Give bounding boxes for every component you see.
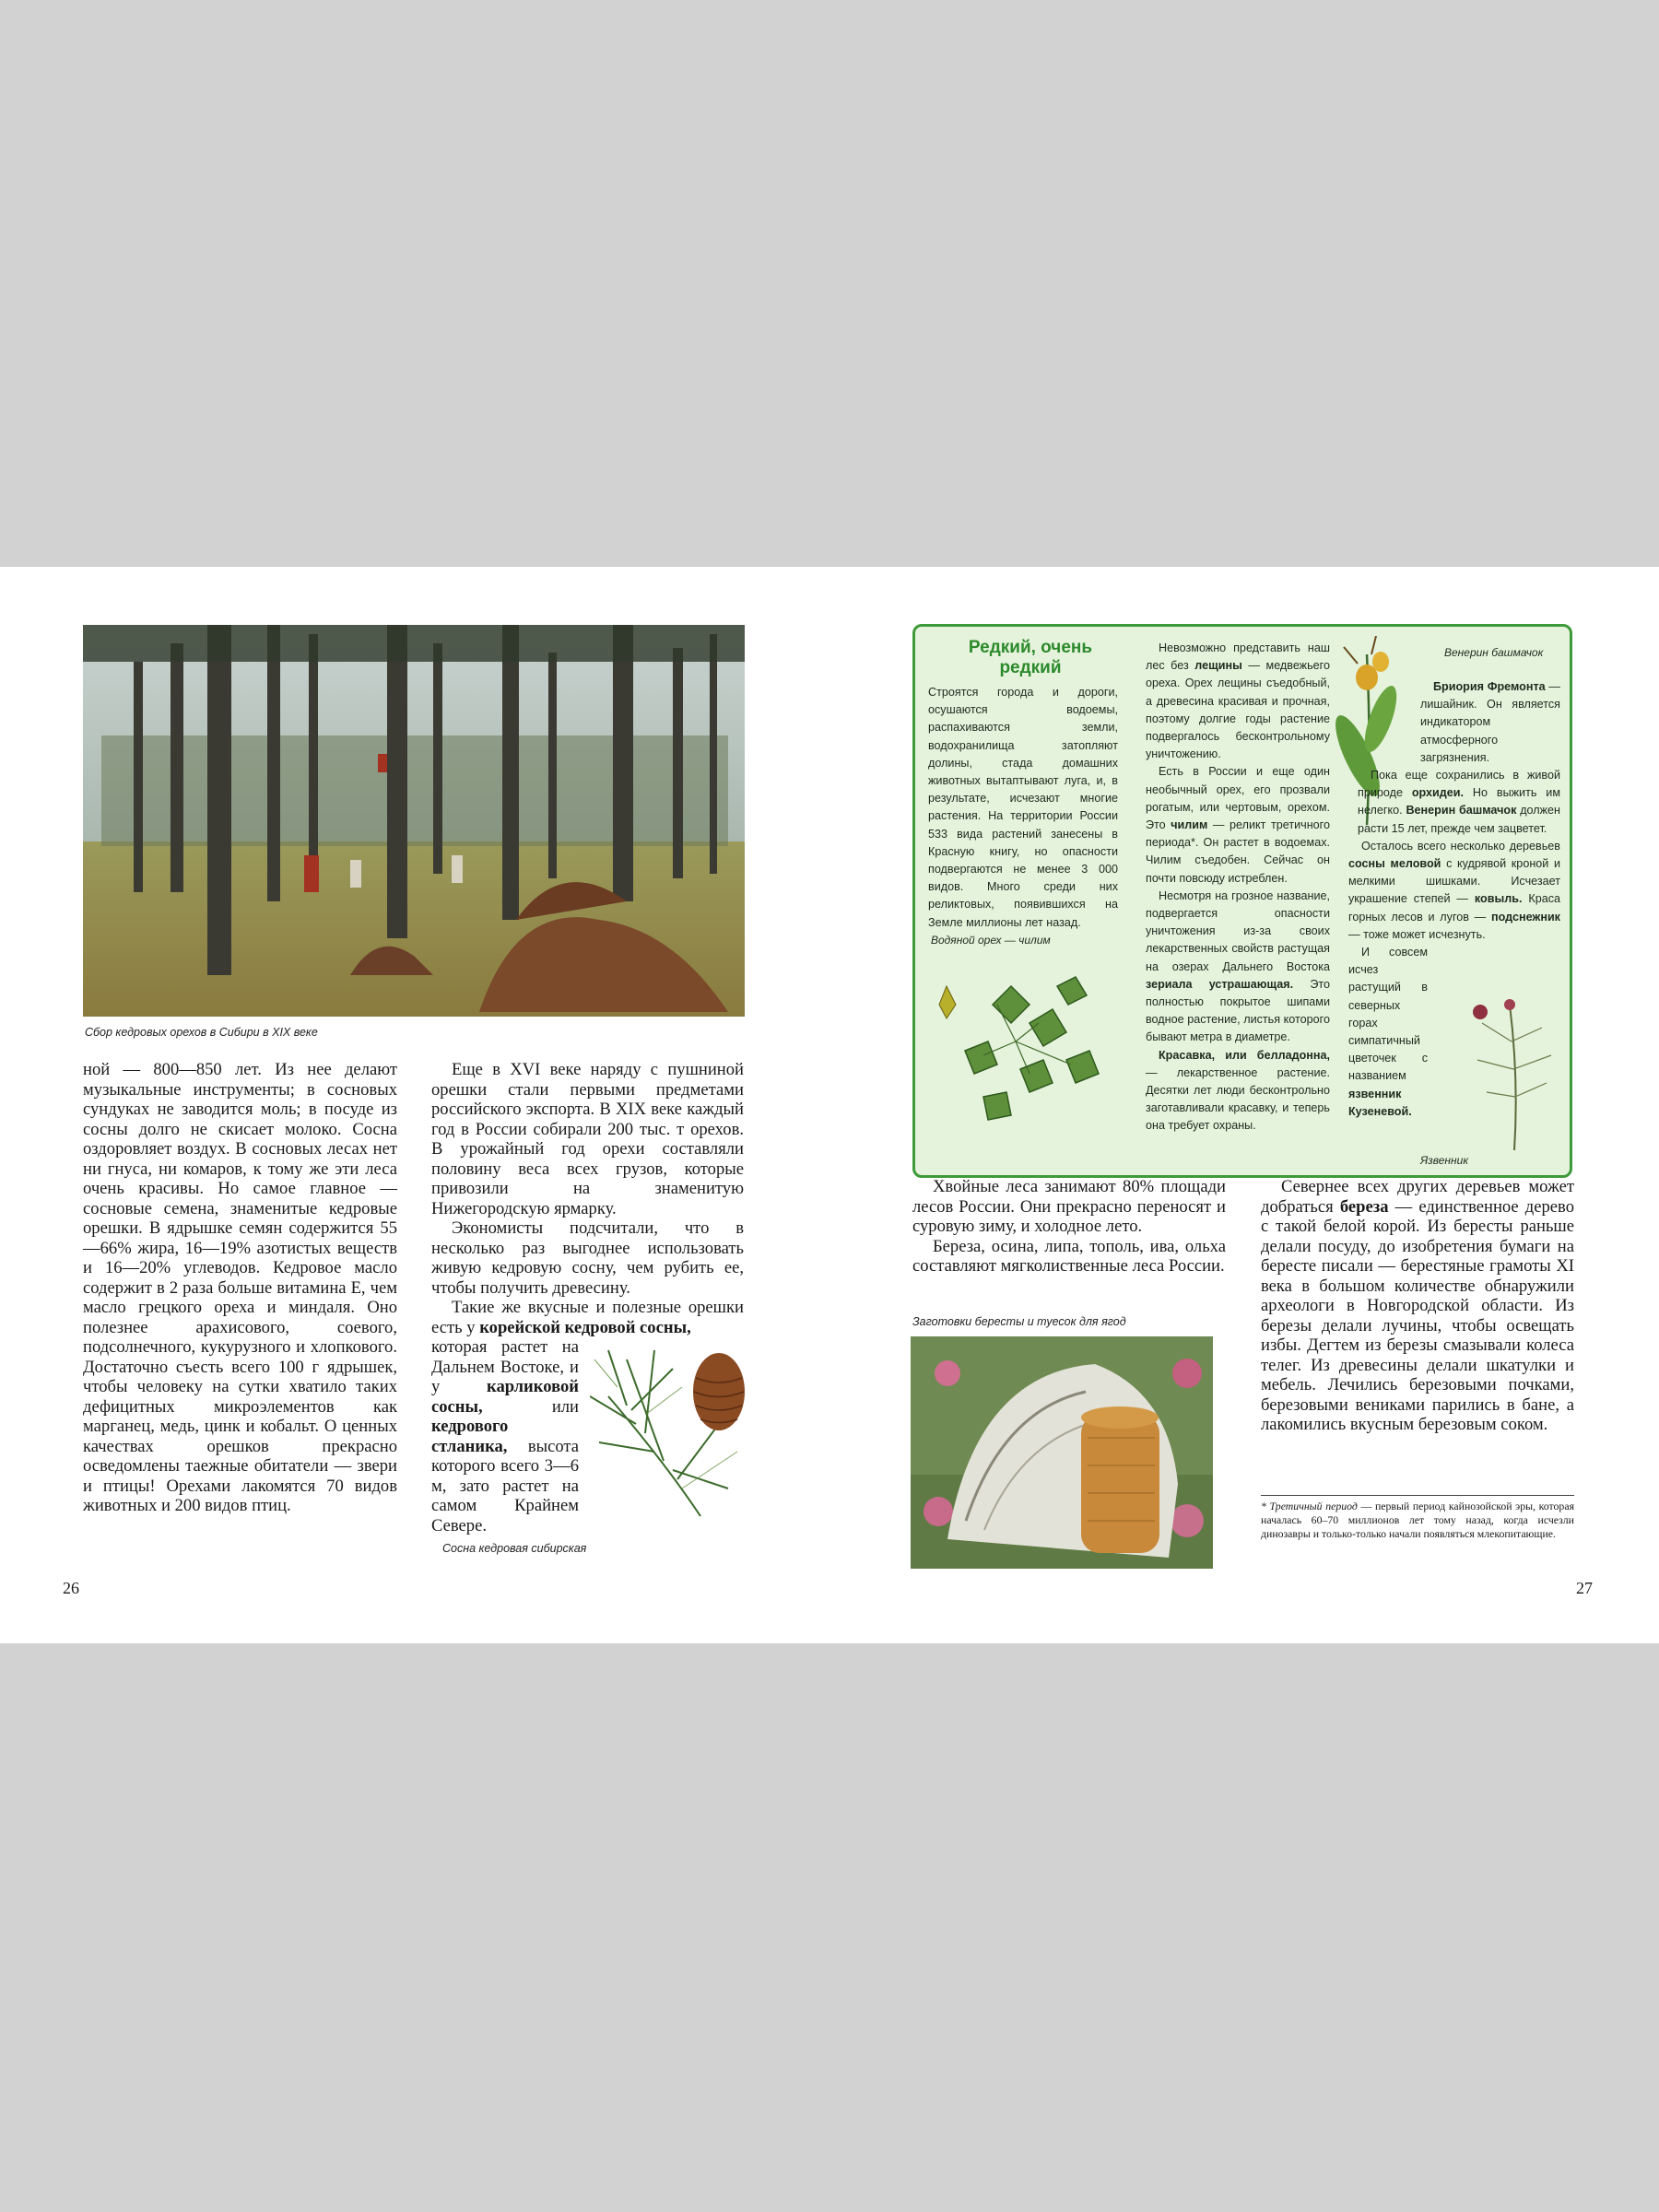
left-col2-p2: Экономисты подсчитали, что в несколько раз выгоднее использовать живую кедровую сосну, чем рубить ее, чтобы получить древесину.: [431, 1218, 744, 1298]
sidebar-col-1: [928, 684, 1118, 932]
vetch-illustration: [1464, 986, 1565, 1152]
right-col1-p1: Хвойные леса занимают 80% площади лесов России. Они прекрасно переносят и суровую зиму, и холодное лето.: [912, 1177, 1226, 1236]
forest-painting-svg: [83, 625, 745, 1017]
sidebar-hazel-paragraph: Невозможно представить наш лес без лещины — медвежьего ореха. Орех лещины съедобный, а древесина красивая и прочная, поэтому долгие годы растение подвергалось бесконтрольному уничтожению.: [1146, 641, 1330, 761]
pine-caption: Сосна кедровая сибирская: [442, 1542, 587, 1555]
page-number-right: 27: [1576, 1579, 1593, 1597]
sidebar-col3-upper: [1358, 678, 1560, 838]
forest-painting-caption: Сбор кедровых орехов в Сибири в XIX веке: [85, 1026, 318, 1039]
birch-photo-caption: Заготовки бересты и туесок для ягод: [912, 1315, 1126, 1328]
left-col2-p3-narrow: которая растет на Дальнем Востоке, и у карликовой сосны, или кедрового стланика, высота которого всего 3—6 м, зато растет на самом Крайнем Севере.: [431, 1337, 579, 1535]
sidebar-lichen-paragraph: Бриория Фремонта — лишайник. Он является индикатором атмосферного загрязнения.: [1420, 680, 1560, 764]
page-number-left: 26: [63, 1579, 79, 1597]
right-column-1: [912, 1177, 1226, 1277]
venus-slipper-caption-top: Венерин башмачок: [1444, 646, 1544, 659]
right-col2-birch-paragraph: Севернее всех других деревьев может добраться береза — единственное дерево с такой белой корой. Из бересты раньше делали посуду, до изобретения бумаги на бересте писали — берестяные грамоты XI века в большом количестве обнаружили археологи в Новгородской области. Из березы делали лучины, чтобы освещать избы. Дегтем из березы смазывали колеса телег. Из древесины делали шкатулки и мебель. Лечились березовыми почками, березовыми вениками парились в бане, а лакомились вкусным березовым соком.: [1261, 1177, 1575, 1434]
left-col1-paragraph: ной — 800—850 лет. Из нее делают музыкальные инструменты; в сосновых сундуках не заводится моль; в посуде из сосны долго не скисает молоко. Сосна оздоровляет воздух. В сосновых лесах нет ни гнуса, ни комаров, к тому же эти леса очень красивы. Но самое главное — сосновые семена, знаменитые кедровые орешки. В ядрышке семян содержится 55—66% жира, 16—19% азотистых веществ и 16—20% углеводов. Кедровое масло содержит в 2 раза больше витамина Е, чем масло грецкого ореха и миндаля. Оно полезнее арахисового, соевого, подсолнечного, кукурузного и хлопкового. Достаточно съесть всего 100 г ядрышек, чтобы человеку на сутки хватило таких дефицитных микроэлементов как марганец, медь, цинк и кобальт. О ценных качествах орешков прекрасно осведомлены таежные обитатели — звери и птицы! Орехами лакомятся 70 видов животных и 200 видов птиц.: [83, 1060, 397, 1515]
sidebar-chilim-paragraph: Есть в России и еще один необычный орех, его прозвали рогатым, или чертовым, орехом. Это чилим — реликт третичного периода*. Он растет в водоемах. Чилим съедобен. Сейчас он почти повсюду истреблен.: [1146, 765, 1330, 885]
left-col2-p1: Еще в XVI веке наряду с пушниной орешки стали первыми предметами российского экспорта. В XIX веке каждый год в России собирали 200 тыс. т орехов. В урожайный год орехи составляли половину веса всех грузов, которые привозили на знаменитую Нижегородскую ярмарку.: [431, 1060, 744, 1218]
water-chestnut-caption: Водяной орех — чилим: [931, 934, 1051, 947]
vetch-caption-bottom: Язвенник: [1420, 1154, 1468, 1167]
sidebar-belladonna-paragraph: Красавка, или белладонна, — лекарственное растение. Десятки лет люди бесконтрольно заготавливали красавку, и теперь она требует охраны.: [1146, 1048, 1330, 1133]
forest-painting: [83, 625, 745, 1017]
sidebar-steppe-paragraph: Осталось всего несколько деревьев сосны меловой с кудрявой кроной и мелкими шишками. Исчезает украшение степей — ковыль. Краса горных лесов и лугов — подснежник — тоже может исчезнуть.: [1348, 839, 1561, 941]
sidebar-zeriala-paragraph: Несмотря на грозное название, подвергается опасности уничтожения из-за своих лекарственных свойств растущая на озерах Дальнего Востока зериала устрашающая. Это полностью покрытое шипами водное растение, листья которого бывают метра в диаметре.: [1146, 888, 1330, 1044]
left-col2-p3-start: Такие же вкусные и полезные орешки есть у корейской кедровой сосны,: [431, 1298, 744, 1337]
right-column-2: [1261, 1177, 1574, 1435]
sidebar-vetch-paragraph: И совсем исчез растущий в северных горах симпатичный цветочек с названием язвенник Кузеневой.: [1348, 946, 1428, 1118]
water-chestnut-illustration: [928, 968, 1122, 1124]
pine-branch-illustration: [590, 1341, 756, 1525]
footnote-divider: [1261, 1495, 1574, 1496]
rare-plants-sidebar: [912, 624, 1572, 1178]
sidebar-col1-text: Строятся города и дороги, осушаются водоемы, распахиваются земли, водохранилища затопляют долины, стада домашних животных вытаптывают луга, и, в результате, исчезают многие растения. На территории России 533 вида растений занесены в Красную книгу, но опасности подвергаются не менее 3 000 видов. Много среди них реликтовых, появившихся на Земле миллионы лет назад.: [928, 686, 1118, 929]
birch-bark-photo: [911, 1336, 1213, 1569]
sidebar-orchid-paragraph: Пока еще сохранились в живой природе орхидеи. Но выжить им нелегко. Венерин башмачок должен расти 15 лет, прежде чем зацветет.: [1358, 769, 1560, 835]
left-column-1: [83, 1060, 397, 1516]
book-spread: [0, 567, 1659, 1643]
sidebar-title: Редкий, очень редкий: [968, 638, 1093, 677]
right-col1-p2: Береза, осина, липа, тополь, ива, ольха составляют мягколиственные леса России.: [912, 1236, 1226, 1276]
footnote: * Третичный период — первый период кайнозойской эры, которая началась 60–70 миллионов лет тому назад, когда исчезли динозавры и только-только начали появляться млекопитающие.: [1261, 1500, 1574, 1540]
sidebar-col-2: [1146, 640, 1330, 1135]
